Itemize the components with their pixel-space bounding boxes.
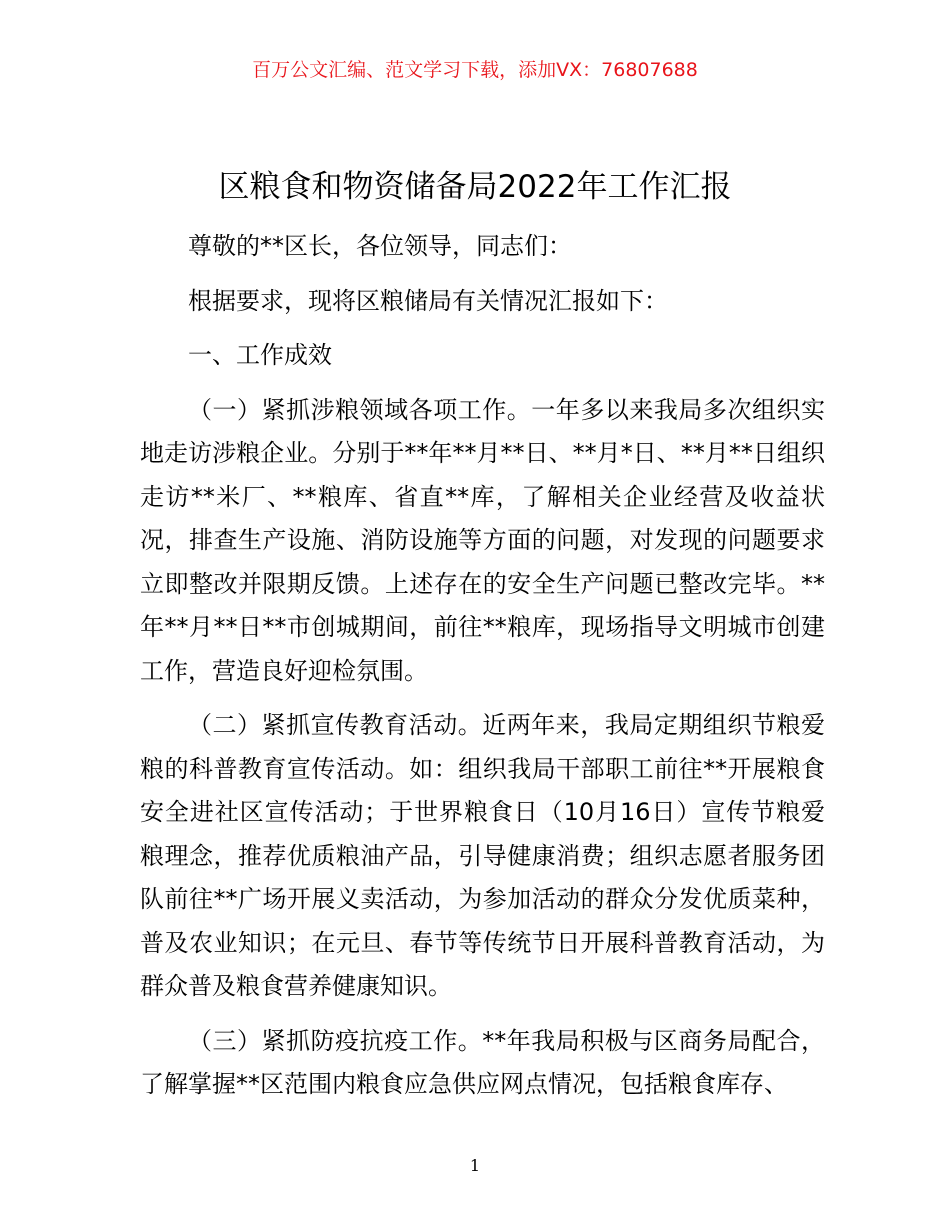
page-number: 1 bbox=[469, 1156, 481, 1175]
document-title: 区粮食和物资储备局2022年工作汇报 bbox=[218, 169, 732, 205]
paragraph-item-2: （二）紧抓宣传教育活动。近两年来，我局定期组织节粮爱粮的科普教育宣传活动。如：组织我局干部职工前往**开展粮食安全进社区宣传活动；于世界粮食日（10月16日）宣传节粮爱粮理念，推荐优质粮油产品，引导健康消费；组织志愿者服务团队前往**广场开展义卖活动，为参加活动的群众分发优质菜种，普及农业知识；在元旦、春节等传统节日开展科普教育活动，为群众普及粮食营养健康知识。 bbox=[140, 711, 825, 1000]
paragraph-item-3: （三）紧抓防疫抗疫工作。**年我局积极与区商务局配合，了解掌握**区范围内粮食应急供应网点情况，包括粮食库存、 bbox=[140, 1026, 825, 1098]
salutation: 尊敬的**区长，各位领导，同志们： bbox=[188, 232, 572, 260]
paragraph-item-1: （一）紧抓涉粮领域各项工作。一年多以来我局多次组织实地走访涉粮企业。分别于**年**月**日、**月*日、**月**日组织走访**米厂、**粮库、省直**库，了解相关企业经营及收益状况，排查生产设施、消防设施等方面的问题，对发现的问题要求立即整改并限期反馈。上述存在的安全生产问题已整改完毕。**年**月**日**市创城期间，前往**粮库，现场指导文明城市创建工作，营造良好迎检氛围。 bbox=[140, 395, 825, 685]
section-heading: 一、工作成效 bbox=[188, 341, 332, 369]
document-body bbox=[140, 225, 825, 1107]
intro-paragraph: 根据要求，现将区粮储局有关情况汇报如下： bbox=[188, 286, 668, 315]
header-watermark: 百万公文汇编、范文学习下载，添加VX：76807688 bbox=[252, 59, 698, 81]
